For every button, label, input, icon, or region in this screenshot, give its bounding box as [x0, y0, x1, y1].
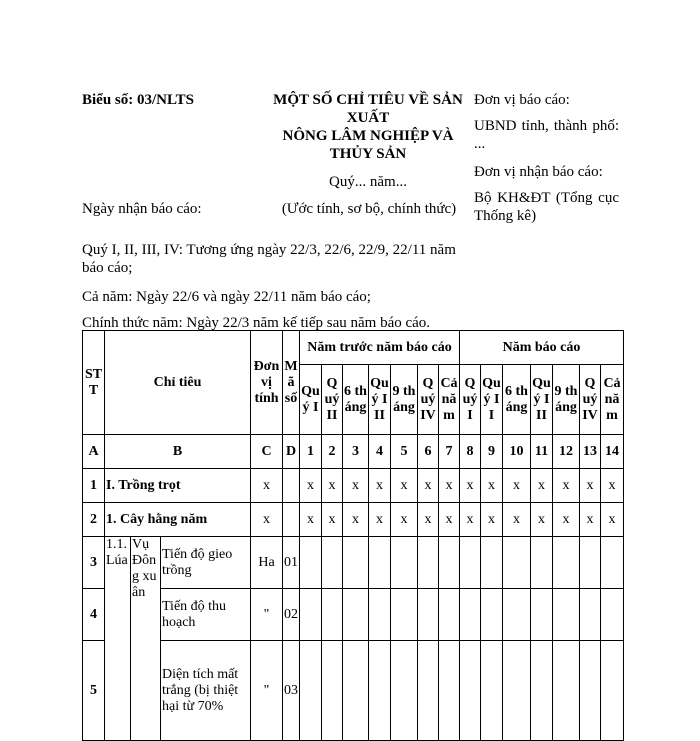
value-cell[interactable]: [601, 641, 624, 741]
table-row: [83, 503, 624, 537]
row-code: [283, 503, 300, 537]
report-title-line1: MỘT SỐ CHỈ TIÊU VỀ SẢN XUẤT: [273, 92, 463, 126]
form-number: Biểu số: 03/NLTS: [82, 92, 194, 108]
value-cell[interactable]: [503, 589, 531, 641]
receiving-unit-label: Đơn vị nhận báo cáo:: [474, 164, 603, 180]
header-report-year: Năm báo cáo: [460, 331, 624, 365]
col-number: 8: [460, 435, 481, 469]
table-row: [83, 589, 624, 641]
value-cell[interactable]: [531, 589, 553, 641]
value-cell[interactable]: [553, 641, 580, 741]
header-unit: Đơn vị tính: [251, 331, 283, 435]
row-label: Tiến độ thu hoạch: [161, 589, 251, 641]
value-cell[interactable]: [322, 641, 343, 741]
row-stt: 4: [83, 589, 105, 641]
value-cell[interactable]: [439, 589, 460, 641]
header-cur-q4: Quý IV: [580, 365, 601, 435]
col-number: 13: [580, 435, 601, 469]
row-label: Tiến độ gieo trồng: [161, 537, 251, 589]
row-unit: Ha: [251, 537, 283, 589]
col-number: 6: [418, 435, 439, 469]
col-number: 12: [553, 435, 580, 469]
col-number: 2: [322, 435, 343, 469]
letter-b: B: [105, 435, 251, 469]
mark-cell: x: [418, 469, 439, 503]
header-prev-q1: Quý I: [300, 365, 322, 435]
value-cell[interactable]: [580, 589, 601, 641]
letter-a: A: [83, 435, 105, 469]
header-cur-6m: 6 tháng: [503, 365, 531, 435]
value-cell[interactable]: [580, 641, 601, 741]
col-number: 4: [369, 435, 391, 469]
value-cell[interactable]: [601, 537, 624, 589]
row-label: Diện tích mất trắng (bị thiệt hại từ 70%: [161, 641, 251, 741]
value-cell[interactable]: [418, 589, 439, 641]
value-cell[interactable]: [322, 589, 343, 641]
row-stt: 2: [83, 503, 105, 537]
row-unit: ": [251, 589, 283, 641]
report-title-line2: NÔNG LÂM NGHIỆP VÀ THỦY SẢN: [282, 128, 454, 162]
mark-cell: x: [322, 503, 343, 537]
row-unit: x: [251, 503, 283, 537]
row-stt: 3: [83, 537, 105, 589]
value-cell[interactable]: [503, 641, 531, 741]
mark-cell: x: [343, 503, 369, 537]
mark-cell: x: [300, 503, 322, 537]
mark-cell: x: [322, 469, 343, 503]
value-cell[interactable]: [460, 537, 481, 589]
col-number: 14: [601, 435, 624, 469]
row-code: 03: [283, 641, 300, 741]
value-cell[interactable]: [300, 589, 322, 641]
row-code: 01: [283, 537, 300, 589]
header-prev-year: Năm trước năm báo cáo: [300, 331, 460, 365]
header-prev-q2: Quý II: [322, 365, 343, 435]
mark-cell: x: [553, 503, 580, 537]
header-prev-q3: Quý III: [369, 365, 391, 435]
row-stt: 1: [83, 469, 105, 503]
header-indicator: Chỉ tiêu: [105, 331, 251, 435]
value-cell[interactable]: [369, 537, 391, 589]
col-number: 9: [481, 435, 503, 469]
group-winter-spring: Vụ Đông xuân: [131, 537, 161, 741]
value-cell[interactable]: [503, 537, 531, 589]
letter-c: C: [251, 435, 283, 469]
value-cell[interactable]: [391, 589, 418, 641]
mark-cell: x: [391, 503, 418, 537]
note-official: Chính thức năm: Ngày 22/3 năm kế tiếp sau năm báo cáo.: [82, 315, 431, 331]
report-period: Quý... năm...: [329, 174, 407, 190]
mark-cell: x: [553, 469, 580, 503]
mark-cell: x: [343, 469, 369, 503]
reporting-unit-label: Đơn vị báo cáo:: [474, 92, 570, 108]
col-number: 5: [391, 435, 418, 469]
value-cell[interactable]: [601, 589, 624, 641]
col-number: 10: [503, 435, 531, 469]
value-cell[interactable]: [460, 589, 481, 641]
value-cell[interactable]: [343, 641, 369, 741]
col-number: 11: [531, 435, 553, 469]
value-cell[interactable]: [418, 537, 439, 589]
estimate-note: (Ước tính, sơ bộ, chính thức): [281, 201, 457, 217]
value-cell[interactable]: [531, 537, 553, 589]
mark-cell: x: [481, 469, 503, 503]
indicator-table: [82, 330, 624, 741]
value-cell[interactable]: [580, 537, 601, 589]
receiving-unit-value: Bộ KH&ĐT (Tổng cục Thống kê): [474, 190, 619, 224]
value-cell[interactable]: [391, 537, 418, 589]
header-prev-q4: Quý IV: [418, 365, 439, 435]
mark-cell: x: [481, 503, 503, 537]
value-cell[interactable]: [481, 641, 503, 741]
row-label: I. Trồng trọt: [105, 469, 251, 503]
value-cell[interactable]: [391, 641, 418, 741]
mark-cell: x: [601, 503, 624, 537]
mark-cell: x: [531, 503, 553, 537]
value-cell[interactable]: [300, 641, 322, 741]
header-cur-q1: Quý I: [460, 365, 481, 435]
value-cell[interactable]: [369, 589, 391, 641]
row-unit: ": [251, 641, 283, 741]
row-code: 02: [283, 589, 300, 641]
header-prev-6m: 6 tháng: [343, 365, 369, 435]
mark-cell: x: [439, 469, 460, 503]
header-stt: STT: [83, 331, 105, 435]
reporting-unit-value: UBND tỉnh, thành phố: ...: [474, 118, 619, 152]
header-cur-9m: 9 tháng: [553, 365, 580, 435]
value-cell[interactable]: [531, 641, 553, 741]
header-prev-9m: 9 tháng: [391, 365, 418, 435]
col-number: 7: [439, 435, 460, 469]
mark-cell: x: [503, 503, 531, 537]
row-stt: 5: [83, 641, 105, 741]
value-cell[interactable]: [439, 537, 460, 589]
table-row: [83, 537, 624, 589]
value-cell[interactable]: [322, 537, 343, 589]
value-cell[interactable]: [439, 641, 460, 741]
table-row: [83, 469, 624, 503]
mark-cell: x: [503, 469, 531, 503]
value-cell[interactable]: [481, 589, 503, 641]
receive-date-label: Ngày nhận báo cáo:: [82, 201, 202, 217]
group-rice: 1.1. Lúa: [105, 537, 131, 741]
header-prev-year-total: Cả năm: [439, 365, 460, 435]
value-cell[interactable]: [481, 537, 503, 589]
mark-cell: x: [580, 469, 601, 503]
mark-cell: x: [391, 469, 418, 503]
mark-cell: x: [369, 503, 391, 537]
mark-cell: x: [460, 469, 481, 503]
letter-d: D: [283, 435, 300, 469]
letter-row: [83, 435, 624, 469]
mark-cell: x: [460, 503, 481, 537]
note-quarterly: Quý I, II, III, IV: Tương ứng ngày 22/3, 22/6, 22/9, 22/11 năm báo cáo;: [82, 242, 456, 276]
col-number: 3: [343, 435, 369, 469]
mark-cell: x: [580, 503, 601, 537]
value-cell[interactable]: [300, 537, 322, 589]
table-row: [83, 641, 624, 741]
header-cur-q2: Quý II: [481, 365, 503, 435]
header-cur-q3: Quý III: [531, 365, 553, 435]
report-title: [268, 91, 468, 163]
value-cell[interactable]: [418, 641, 439, 741]
note-yearly: Cả năm: Ngày 22/6 và ngày 22/11 năm báo cáo;: [82, 289, 371, 305]
value-cell[interactable]: [343, 589, 369, 641]
mark-cell: x: [531, 469, 553, 503]
row-label: 1. Cây hằng năm: [105, 503, 251, 537]
value-cell[interactable]: [553, 589, 580, 641]
value-cell[interactable]: [343, 537, 369, 589]
header-cur-year-total: Cả năm: [601, 365, 624, 435]
value-cell[interactable]: [369, 641, 391, 741]
col-number: 1: [300, 435, 322, 469]
header-code: Mã số: [283, 331, 300, 435]
mark-cell: x: [418, 503, 439, 537]
row-unit: x: [251, 469, 283, 503]
mark-cell: x: [300, 469, 322, 503]
row-code: [283, 469, 300, 503]
value-cell[interactable]: [553, 537, 580, 589]
mark-cell: x: [369, 469, 391, 503]
mark-cell: x: [439, 503, 460, 537]
mark-cell: x: [601, 469, 624, 503]
value-cell[interactable]: [460, 641, 481, 741]
